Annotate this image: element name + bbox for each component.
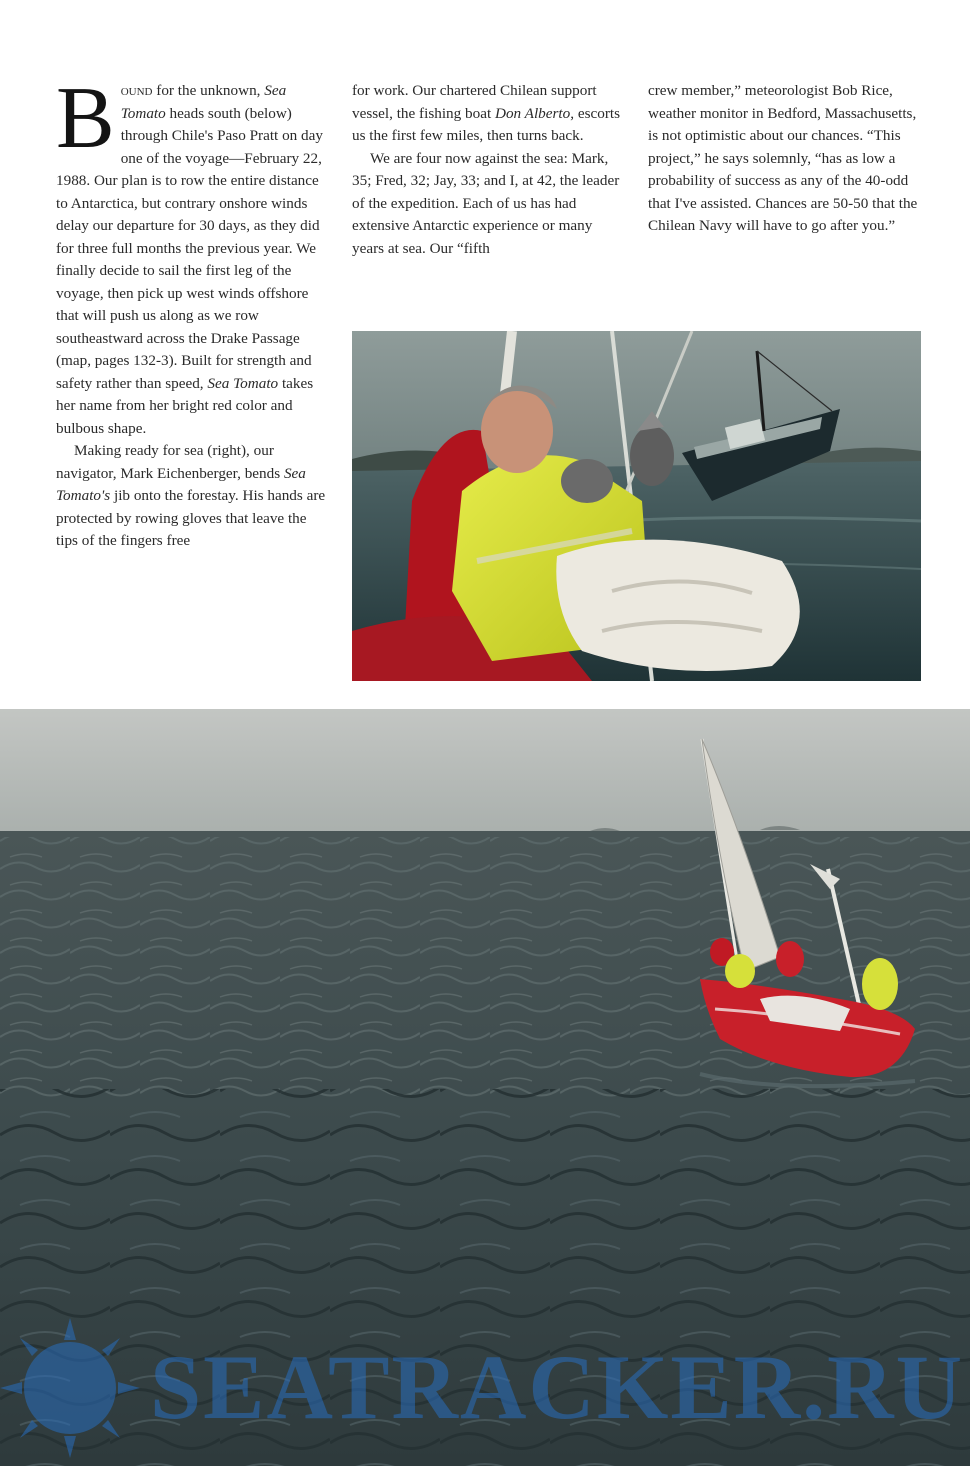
- ship-name: Sea Tomato: [207, 374, 279, 392]
- article-column-3: [648, 80, 928, 238]
- photo-navigator-at-sea: [352, 331, 921, 681]
- text-run: for the unknown,: [152, 82, 265, 99]
- article-column-2: [352, 80, 624, 260]
- watermark-text: SEATRACKER.RU: [150, 1336, 965, 1438]
- paragraph: We are four now against the sea: Mark, 35; Fred, 32; Jay, 33; and I, at 42, the leader of the expedition. Each of us has had extensive Antarctic experience or many years at sea. Our “fifth: [352, 149, 620, 257]
- text-run: heads south (below) through Chile's Paso Pratt on day one of the voyage—February 22, 1988. Our plan is to row the entire distance to Antarctica, but contrary onshore winds delay our departure for 30 days, as they did for three full months the previous year. We finally decide to sail the first leg of the voyage, then pick up west winds offshore that will push us along as we row southeastward across the Drake Passage (map, pages 132-3). Built for strength and safety rather than speed,: [56, 104, 323, 392]
- text-run: , escorts us the first few miles, then turns back.: [352, 104, 621, 144]
- boat-name: Don Alberto: [495, 104, 571, 122]
- paragraph: crew member,” meteorologist Bob Rice, weather monitor in Bedford, Massachusetts, is not optimistic about our chances. “This project,” he says solemnly, “has as low a probability of success as any of the 40-odd that I've assisted. Chances are 50-50 that the Chilean Navy will have to go after you.”: [648, 82, 918, 234]
- ship-name: Sea Tomato's: [56, 464, 306, 504]
- article-column-1: [56, 70, 328, 553]
- text-run: for work. Our chartered Chilean support vessel, the fishing boat: [352, 82, 597, 122]
- text-run: Making ready for sea (right), our navigator, Mark Eichenberger, bends: [56, 442, 284, 482]
- ship-name: Sea Tomato: [120, 82, 287, 122]
- paragraph: [56, 70, 328, 440]
- paragraph: [352, 80, 624, 148]
- text-run: jib onto the forestay. His hands are protected by rowing gloves that leave the tips of the fingers free: [56, 487, 326, 549]
- drop-cap: B: [56, 70, 115, 167]
- lead-in: ound: [120, 82, 153, 99]
- paragraph: [56, 440, 328, 553]
- text-run: takes her name from her bright red color and bulbous shape.: [56, 374, 314, 437]
